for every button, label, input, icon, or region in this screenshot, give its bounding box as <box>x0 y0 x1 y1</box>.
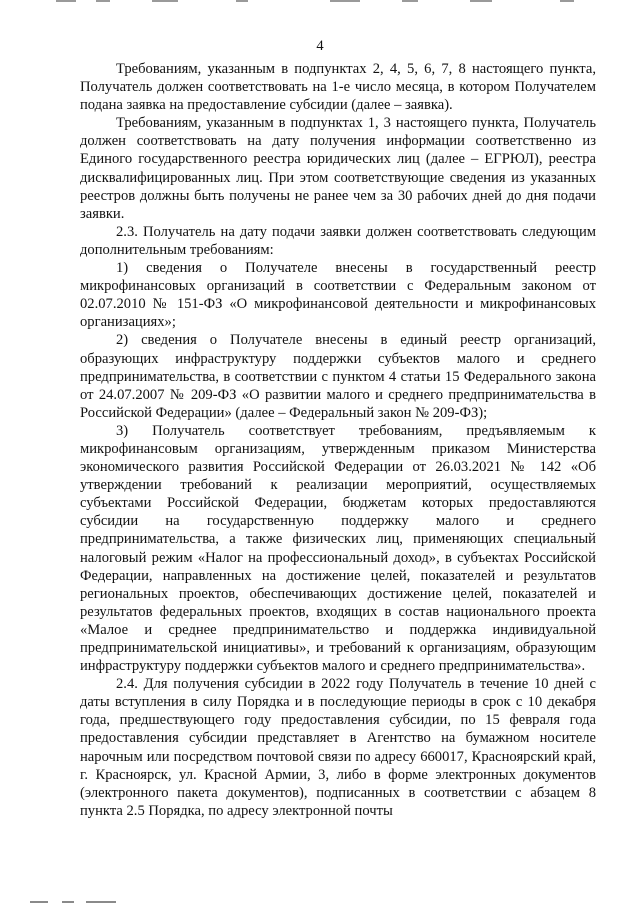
scan-bottom-edge-marks <box>0 899 640 905</box>
paragraph: 2.4. Для получения субсидии в 2022 году Получатель в течение 10 дней с даты вступления в силу Порядка и в последующие периоды в срок с 10 декабря года, предшествующего году предоставления субсидии, по 15 февраля года предоставления субсидии представляет в Агентство на бумажном носителе нарочным или посредством почтовой связи по адресу 660017, Красноярский край, г. Красноярск, ул. Красной Армии, 3, либо в форме электронных документов (электронного пакета документов), подписанных в соответствии с абзацем 8 пункта 2.5 Порядка, по адресу электронной почты <box>80 676 596 819</box>
paragraph: 2) сведения о Получателе внесены в единый реестр организаций, образующих инфраструктуру поддержки субъектов малого и среднего предпринимательства, в соответствии с пунктом 4 статьи 15 Федерального закона от 24.07.2007 № 209-ФЗ «О развитии малого и среднего предпринимательства в Российской Федерации» (далее – Федеральный закон № 209-ФЗ); <box>80 332 596 421</box>
paragraph: 3) Получатель соответствует требованиям, предъявляемым к микрофинансовым организациям, утвержденным приказом Министерства экономического развития Российской Федерации от 26.03.2021 № 142 «Об утверждении требований к реализации мероприятий, осуществляемых субъектами Российской Федерации, бюджетам которых предоставляются субсидии на государственную поддержку малого и среднего предпринимательства, а также физических лиц, применяющих специальный налоговый режим «Налог на профессиональный доход», в субъектах Российской Федерации, направленных на достижение целей, показателей и результатов региональных проектов, обеспечивающих достижение целей, показателей и результатов федеральных проектов, входящих в состав национального проекта «Малое и среднее предпринимательство и поддержка индивидуальной предпринимательской инициативы», и требований к организациям, образующим инфраструктуру поддержки субъектов малого и среднего предпринимательства». <box>80 422 596 675</box>
paragraph: 2.3. Получатель на дату подачи заявки должен соответствовать следующим дополнительным требованиям: <box>80 223 596 258</box>
scan-top-edge-marks <box>0 0 640 4</box>
page-number: 4 <box>316 38 324 54</box>
paragraph: 1) сведения о Получателе внесены в государственный реестр микрофинансовых организаций в соответствии с Федеральным законом от 02.07.2010 № 151-ФЗ «О микрофинансовой деятельности и микрофинансовых организациях»; <box>80 260 596 331</box>
document-body <box>80 60 596 820</box>
paragraph: Требованиям, указанным в подпунктах 2, 4, 5, 6, 7, 8 настоящего пункта, Получатель должен соответствовать на 1-е число месяца, в котором Получателем подана заявка на предоставление субсидии (далее – заявка). <box>80 61 596 114</box>
paragraph: Требованиям, указанным в подпунктах 1, 3 настоящего пункта, Получатель должен соответствовать на дату получения информации соответственно из Единого государственного реестра юридических лиц (далее – ЕГРЮЛ), реестра дисквалифицированных лиц. При этом соответствующие сведения из указанных реестров должны быть получены не ранее чем за 30 рабочих дней до дня подачи заявки. <box>80 115 596 222</box>
